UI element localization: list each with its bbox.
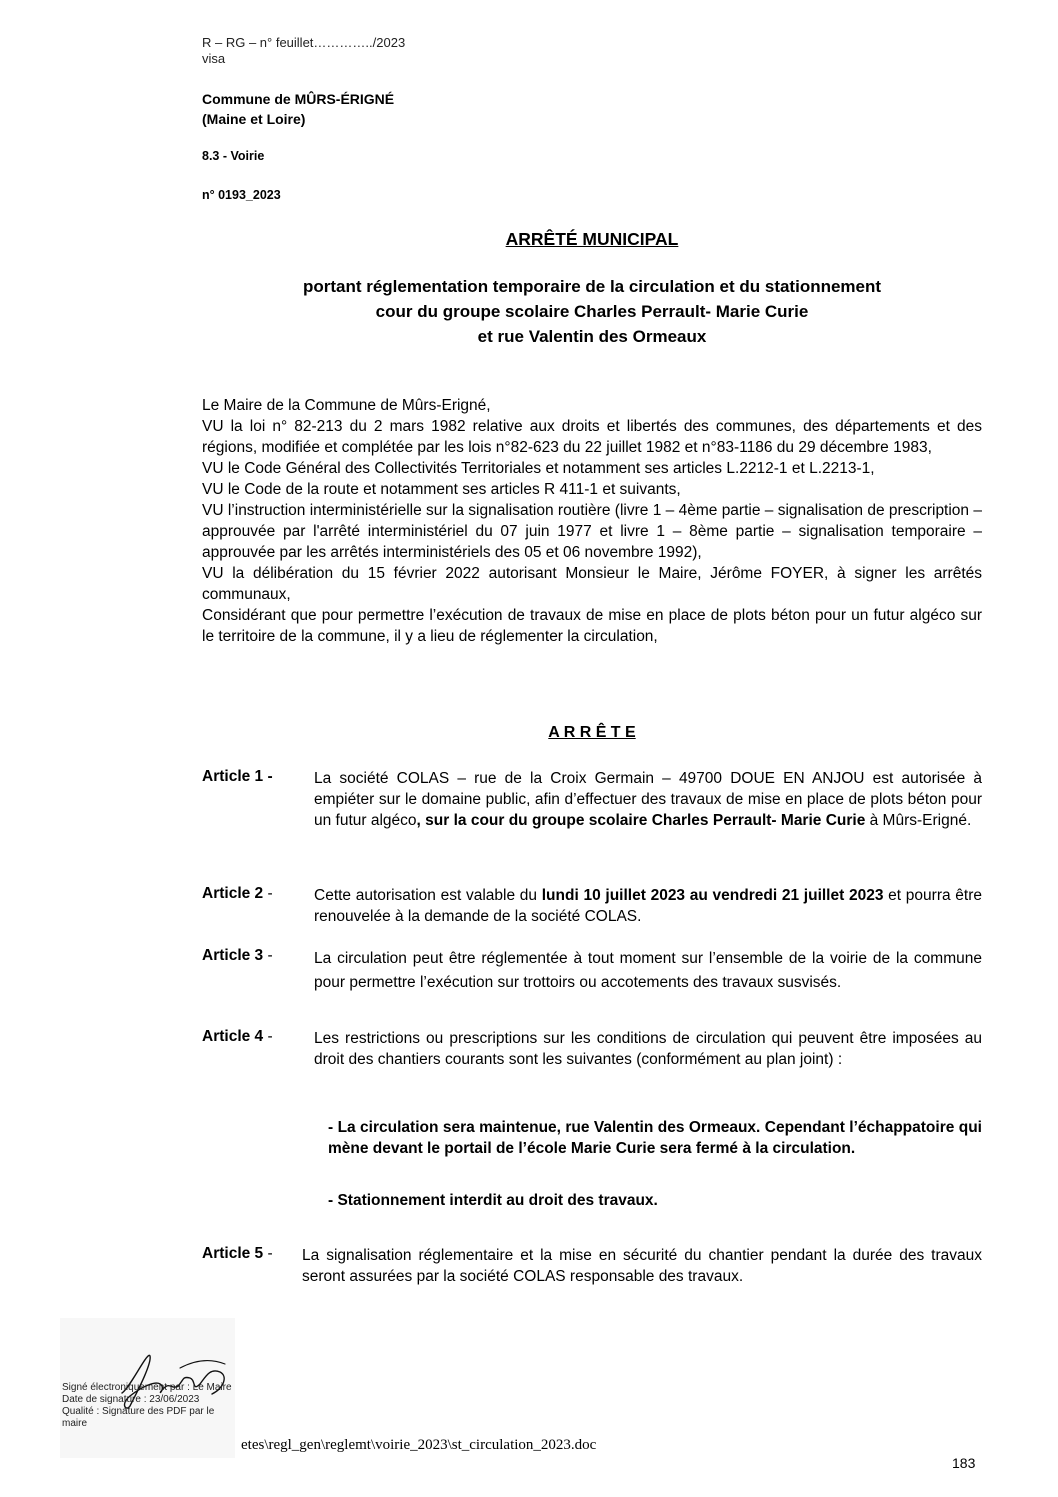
article-2-text (314, 885, 982, 927)
article-1-text-part2: à Mûrs-Erigné. (865, 812, 972, 829)
article-2-dates: lundi 10 juillet 2023 au vendredi 21 juillet 2023 (541, 887, 884, 904)
article-1-text-part1: La société COLAS – rue de la Croix Germain – 49700 DOUE EN ANJOU est autorisée à empiéter sur le domaine public, afin d’effectuer des travaux de mise en place de plots béton pour un futur algéco (314, 770, 982, 829)
subtitle-line-1: portant réglementation temporaire de la circulation et du stationnement (302, 277, 882, 296)
signature-block (60, 1318, 235, 1458)
arrete-number: n° 0193_2023 (202, 188, 281, 202)
departement: (Maine et Loire) (202, 111, 306, 127)
signature-quality: Qualité : Signature des PDF par le maire (62, 1406, 215, 1429)
article-4-label: Article 4 - (202, 1028, 273, 1045)
footer-file-path: etes\regl_gen\reglemt\voirie_2023\st_circulation_2023.doc (241, 1437, 597, 1453)
article-2-text-part2: et pourra être renouvelée à la demande de la société COLAS. (314, 887, 983, 925)
preamble-vu-deliberation: VU la délibération du 15 février 2022 autorisant Monsieur le Maire, Jérôme FOYER, à signer les arrêtés communaux, (202, 565, 982, 603)
article-1-text (314, 768, 982, 831)
article-4-item-2: - Stationnement interdit au droit des travaux. (328, 1192, 658, 1209)
article-5-text: La signalisation réglementaire et la mise en sécurité du chantier pendant la durée des travaux seront assurées par la société COLAS responsable des travaux. (302, 1247, 982, 1285)
commune-name: Commune de MÛRS-ÉRIGNÉ (202, 91, 395, 107)
preamble-vu-loi: VU la loi n° 82-213 du 2 mars 1982 relative aux droits et libertés des communes, des départements et des régions, modifiée et complétée par les lois n°82-623 du 22 juillet 1982 et n°83-1186 du 29 décembre 1983, (202, 418, 982, 456)
reference-line: R – RG – n° feuillet…………../2023 (202, 35, 406, 50)
signature-text (62, 1382, 234, 1430)
preamble-vu-instruction: VU l’instruction interministérielle sur la signalisation routière (livre 1 – 4ème partie – signalisation de prescription – approuvée par l'arrêté interministériel du 07 juin 1977 et livre 1 – 8ème partie – signalisation temporaire – approuvée par les arrêtés interministériels des 05 et 06 novembre 1992), (202, 502, 982, 561)
subtitle-line-3: et rue Valentin des Ormeaux (477, 327, 707, 346)
article-4-text: Les restrictions ou prescriptions sur les conditions de circulation qui peuvent être imposées au droit des chantiers courants sont les suivantes (conformément au plan joint) : (314, 1030, 982, 1068)
signature-date: Date de signature : 23/06/2023 (62, 1394, 200, 1405)
preamble-maire: Le Maire de la Commune de Mûrs-Erigné, (202, 397, 491, 414)
title-subtitle (202, 274, 982, 349)
visa-label: visa (202, 51, 226, 66)
preamble (202, 395, 982, 647)
article-3-label: Article 3 - (202, 947, 273, 964)
article-3-text: La circulation peut être réglementée à tout moment sur l’ensemble de la voirie de la commune pour permettre l’exécution sur trottoirs ou accotements des travaux susvisés. (314, 950, 982, 991)
preamble-considerant: Considérant que pour permettre l’exécution de travaux de mise en place de plots béton pour un futur algéco sur le territoire de la commune, il y a lieu de réglementer la circulation, (202, 607, 982, 645)
subtitle-line-2: cour du groupe scolaire Charles Perrault- Marie Curie (375, 302, 809, 321)
preamble-vu-code-route: VU le Code de la route et notamment ses articles R 411-1 et suivants, (202, 481, 681, 498)
preamble-vu-cgct: VU le Code Général des Collectivités Territoriales et notamment ses articles L.2212-1 et L.2213-1, (202, 460, 875, 477)
article-2-label: Article 2 - (202, 885, 273, 902)
article-4-item-1: - La circulation sera maintenue, rue Valentin des Ormeaux. Cependant l’échappatoire qui mène devant le portail de l’école Marie Curie sera fermé à la circulation. (328, 1119, 982, 1157)
page-title: ARRÊTÉ MUNICIPAL (505, 229, 679, 249)
article-2-text-part1: Cette autorisation est valable du (314, 887, 542, 904)
article-5-label: Article 5 - (202, 1245, 273, 1262)
signature-signed-by: Signé électroniquement par : Le Maire (62, 1382, 232, 1393)
article-1-label: Article 1 - (202, 768, 273, 785)
rubrique: 8.3 - Voirie (202, 149, 265, 163)
page-number: 183 (952, 1455, 976, 1471)
arrete-heading: A R R Ê T E (548, 724, 636, 741)
article-1-location: , sur la cour du groupe scolaire Charles Perrault- Marie Curie (416, 812, 866, 829)
